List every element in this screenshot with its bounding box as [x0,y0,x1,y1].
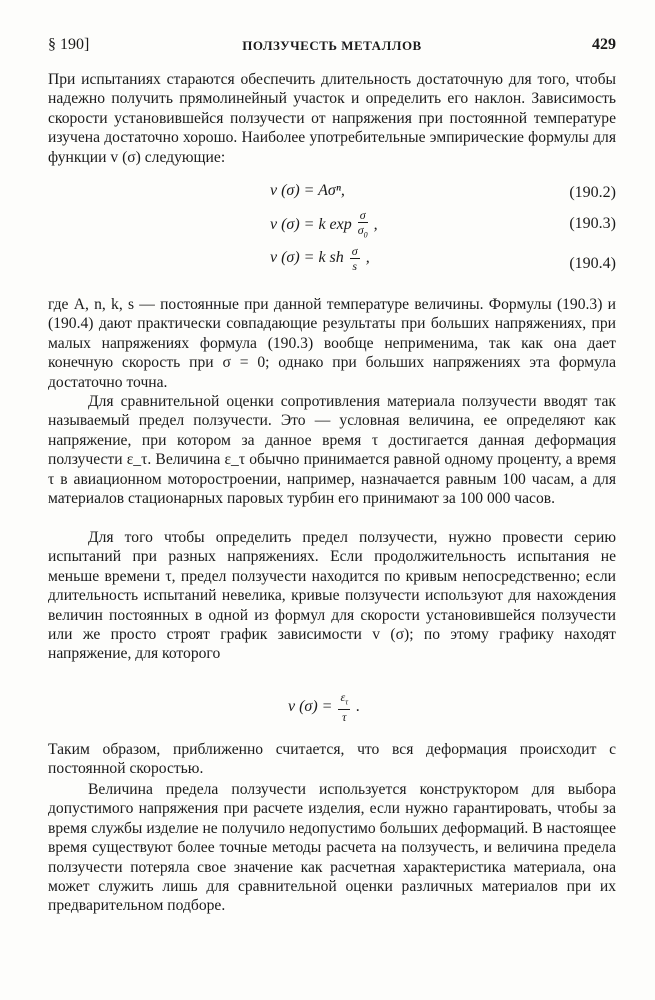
denominator-symbol: σ [357,223,364,237]
formula-lhs: v (σ) = [270,182,319,199]
denominator-subscript: 0 [363,230,368,240]
paragraph-4: Для того чтобы определить предел ползучести, нужно провести серию испытаний при разных напряжениях. Если продолжительность испытания не меньше времени τ, предел ползучести находится по кривым непосредственно; если длительность испытаний невелика, кривые ползучести используют для нахождения величин постоянных в одной из формул для скорости установившейся ползучести или же просто строят график зависимости v (σ); по этому графику находят напряжение, для которого [48,529,616,663]
fraction [338,690,350,724]
section-number: § 190] [48,36,90,53]
running-title: ПОЛЗУЧЕСТЬ МЕТАЛЛОВ [242,38,422,53]
paragraph-5: Таким образом, приближенно считается, что вся деформация происходит с постоянной скоростью. [48,741,616,778]
formula-lhs: v (σ) = k exp [270,215,356,233]
page-number: 429 [592,36,616,53]
fraction-numerator: σ [359,208,366,222]
equation-number-190-4: (190.4) [569,255,616,272]
formula-190-3 [270,208,378,242]
fraction [350,244,360,273]
paragraph-3: Для сравнительной оценки сопротивления материала ползучести вводят так называемый предел ползучести. Это — условная величина, ее определяют как напряжение, при котором за данное время τ достигается данная деформация ползучести ε_τ. Величина ε_τ обычно принимается равной одному проценту, а время τ в авиационном моторостроении, например, назначается равным 100 часам, а для материалов стационарных паровых турбин его принимают за 100 000 часов. [48,393,616,508]
formula-rhs: Aσⁿ, [318,182,345,199]
fraction-denominator [358,223,368,242]
numerator-symbol: ε [340,690,346,704]
fraction-denominator: s [352,259,358,273]
fraction [358,208,368,242]
formula-creep-rate [288,690,360,724]
paragraph-6: Величина предела ползучести используется конструктором для выбора допустимого напряжения при расчете изделия, если нужно гарантировать, чтобы за время службы изделие не получило недопустимо больших деформаций. В настоящее время существуют более точные методы расчета на ползучесть, и величина предела ползучести потеряла свое значение как расчетная характеристика материала, она может служить лишь для сравнительной оценки различных материалов при их предварительном подборе. [48,781,616,915]
numerator-subscript: τ [345,697,349,707]
formula-190-4 [270,244,370,273]
equation-number-190-3: (190.3) [569,215,616,232]
formula-lhs: v (σ) = [288,697,337,715]
fraction-numerator [338,690,350,710]
fraction-numerator: σ [351,244,358,258]
formula-lhs: v (σ) = k sh [270,249,348,267]
paragraph-1: При испытаниях стараются обеспечить длительность достаточную для того, чтобы надежно получить прямолинейный участок и определить его наклон. Зависимость скорости установившейся ползучести от напряжения при постоянной температуре изучена достаточно хорошо. Наиболее употребительные эмпирические формулы для функции v (σ) следующие: [48,71,616,166]
formula-190-2 [270,182,345,200]
formula-tail: . [352,697,361,715]
equation-number-190-2: (190.2) [569,184,616,201]
formula-tail: , [361,249,370,267]
paragraph-2: где A, n, k, s — постоянные при данной температуре величины. Формулы (190.3) и (190.4) дают практически совпадающие результаты при больших напряжениях, при малых напряжениях формула (190.3) вообще неприменима, так как она дает конечную скорость при σ = 0; однако при больших напряжениях эта формула достаточно точна. [48,296,616,391]
formula-tail: , [369,215,378,233]
running-header [48,36,616,58]
fraction-denominator: τ [342,710,347,725]
